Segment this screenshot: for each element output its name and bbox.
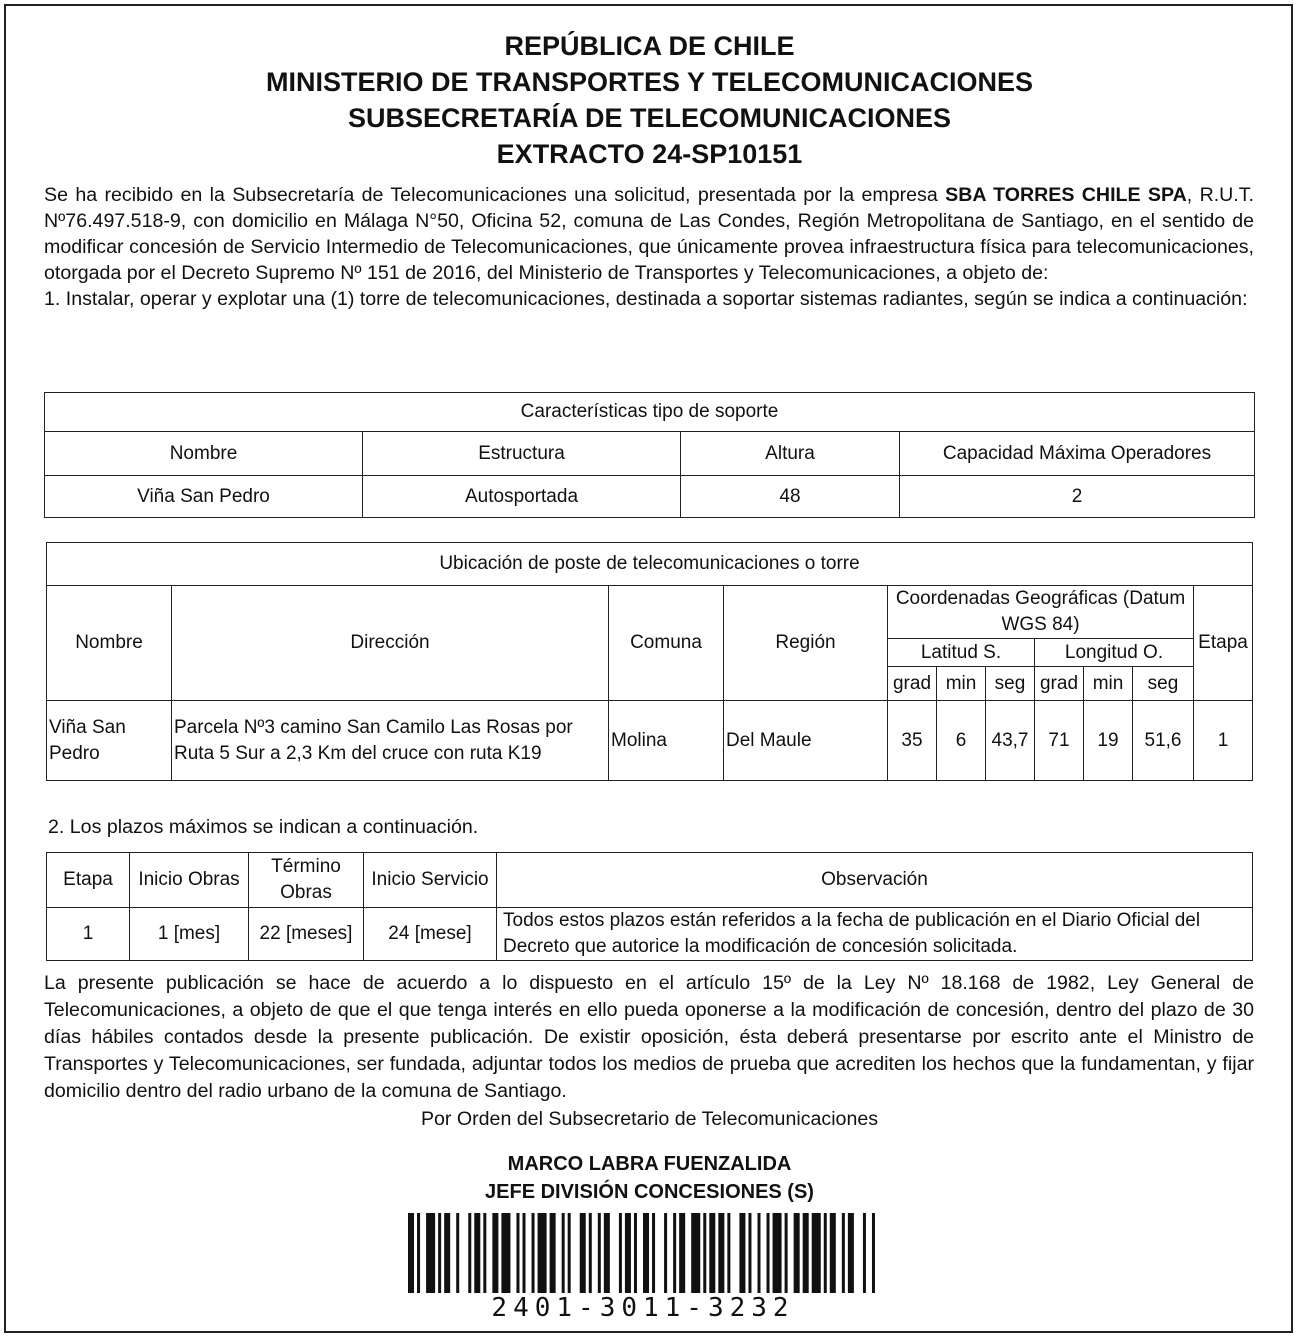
ubicacion-title: Ubicación de poste de telecomunicaciones o torre — [47, 543, 1253, 586]
soporte-title: Características tipo de soporte — [45, 393, 1255, 432]
ubicacion-header-direccion: Dirección — [172, 586, 609, 701]
intro-paragraph: Se ha recibido en la Subsecretaría de Telecomunicaciones una solicitud, presentada por la empresa SBA TORRES CHILE SPA, R.U.T. Nº76.497.518-9, con domicilio en Málaga N°50, Oficina 52, comuna de Las Condes, Región Metropolitana de Santiago, en el sentido de modificar concesión de Servicio Intermedio de Telecomunicaciones, que únicamente provea infraestructura física para telecomunicaciones, otorgada por el Decreto Supremo Nº 151 de 2016, del Ministerio de Transportes y Telecomunicaciones, a objeto de: — [44, 184, 1254, 284]
barcode-icon — [408, 1213, 878, 1293]
plazos-cell-termino-obras: 22 [meses] — [249, 908, 364, 961]
ubicacion-table — [46, 542, 1253, 781]
ubicacion-header-nombre: Nombre — [47, 586, 172, 701]
plazos-cell-observacion: Todos estos plazos están referidos a la fecha de publicación en el Diario Oficial del Decreto que autorice la modificación de concesión solicitada. — [497, 908, 1253, 961]
ubicacion-header-etapa: Etapa — [1194, 586, 1253, 701]
ubicacion-header-longitud: Longitud O. — [1035, 639, 1194, 667]
soporte-cell-altura: 48 — [681, 476, 900, 518]
soporte-cell-estructura: Autosportada — [363, 476, 681, 518]
soporte-table — [44, 392, 1255, 518]
ubicacion-cell-comuna: Molina — [609, 701, 724, 781]
soporte-cell-nombre: Viña San Pedro — [45, 476, 363, 518]
header-subsecretaria: SUBSECRETARÍA DE TELECOMUNICACIONES — [347, 103, 952, 133]
document-header — [0, 28, 1299, 172]
ubicacion-cell-lon-grad: 71 — [1035, 701, 1084, 781]
ubicacion-cell-etapa: 1 — [1194, 701, 1253, 781]
intro-text — [44, 182, 1254, 312]
plazos-intro: 2. Los plazos máximos se indican a continuación. — [48, 816, 479, 838]
ubicacion-cell-lat-min: 6 — [937, 701, 986, 781]
soporte-header-nombre: Nombre — [45, 432, 363, 476]
lat-min-header: min — [937, 667, 986, 701]
plazos-cell-inicio-obras: 1 [mes] — [130, 908, 249, 961]
order-line: Por Orden del Subsecretario de Telecomunicaciones — [420, 1108, 879, 1130]
soporte-header-altura: Altura — [681, 432, 900, 476]
signer-name: MARCO LABRA FUENZALIDA — [507, 1153, 792, 1175]
ubicacion-cell-region: Del Maule — [724, 701, 888, 781]
lon-grad-header: grad — [1035, 667, 1084, 701]
company-name: SBA TORRES CHILE SPA — [945, 184, 1187, 206]
soporte-cell-capacidad: 2 — [900, 476, 1255, 518]
ubicacion-cell-lon-seg: 51,6 — [1133, 701, 1194, 781]
signer-title: JEFE DIVISIÓN CONCESIONES (S) — [485, 1181, 814, 1203]
plazos-header-inicio-obras: Inicio Obras — [130, 853, 249, 908]
lat-seg-header: seg — [986, 667, 1035, 701]
ubicacion-header-latitud: Latitud S. — [888, 639, 1035, 667]
ubicacion-header-comuna: Comuna — [609, 586, 724, 701]
signature-block — [0, 1150, 1299, 1206]
lon-seg-header: seg — [1133, 667, 1194, 701]
lat-grad-header: grad — [888, 667, 937, 701]
intro-item-1: 1. Instalar, operar y explotar una (1) torre de telecomunicaciones, destinada a soportar sistemas radiantes, según se indica a continuación: — [44, 288, 1248, 310]
ubicacion-cell-lat-grad: 35 — [888, 701, 937, 781]
soporte-header-capacidad: Capacidad Máxima Operadores — [900, 432, 1255, 476]
barcode-number: 2401-3011-3232 — [491, 1293, 795, 1323]
soporte-header-estructura: Estructura — [363, 432, 681, 476]
plazos-header-termino-obras: Término Obras — [249, 853, 364, 908]
plazos-table — [46, 852, 1253, 961]
plazos-header-etapa: Etapa — [47, 853, 130, 908]
plazos-header-observacion: Observación — [497, 853, 1253, 908]
lon-min-header: min — [1084, 667, 1133, 701]
ubicacion-cell-lat-seg: 43,7 — [986, 701, 1035, 781]
header-ministry: MINISTERIO DE TRANSPORTES Y TELECOMUNICACIONES — [265, 67, 1034, 97]
closing-paragraph: La presente publicación se hace de acuerdo a lo dispuesto en el artículo 15º de la Ley Nº 18.168 de 1982, Ley General de Telecomunicaciones, a objeto de que el que tenga interés en ello pueda oponerse a la modificación de concesión, dentro del plazo de 30 días hábiles contados desde la presente publicación. De existir oposición, ésta deberá presentarse por escrito ante el Ministro de Transportes y Telecomunicaciones, ser fundada, adjuntar todos los medios de prueba que acrediten los hechos que la fundamentan, y fijar domicilio dentro del radio urbano de la comuna de Santiago. — [44, 972, 1254, 1102]
ubicacion-cell-direccion: Parcela Nº3 camino San Camilo Las Rosas por Ruta 5 Sur a 2,3 Km del cruce con ruta K19 — [172, 701, 609, 781]
plazos-cell-inicio-servicio: 24 [mese] — [364, 908, 497, 961]
header-country: REPÚBLICA DE CHILE — [504, 31, 795, 61]
ubicacion-header-region: Región — [724, 586, 888, 701]
plazos-header-inicio-servicio: Inicio Servicio — [364, 853, 497, 908]
ubicacion-cell-lon-min: 19 — [1084, 701, 1133, 781]
ubicacion-header-coordenadas: Coordenadas Geográficas (Datum WGS 84) — [888, 586, 1194, 639]
header-extract-number: EXTRACTO 24-SP10151 — [496, 139, 803, 169]
ubicacion-cell-nombre: Viña San Pedro — [47, 701, 172, 781]
plazos-cell-etapa: 1 — [47, 908, 130, 961]
